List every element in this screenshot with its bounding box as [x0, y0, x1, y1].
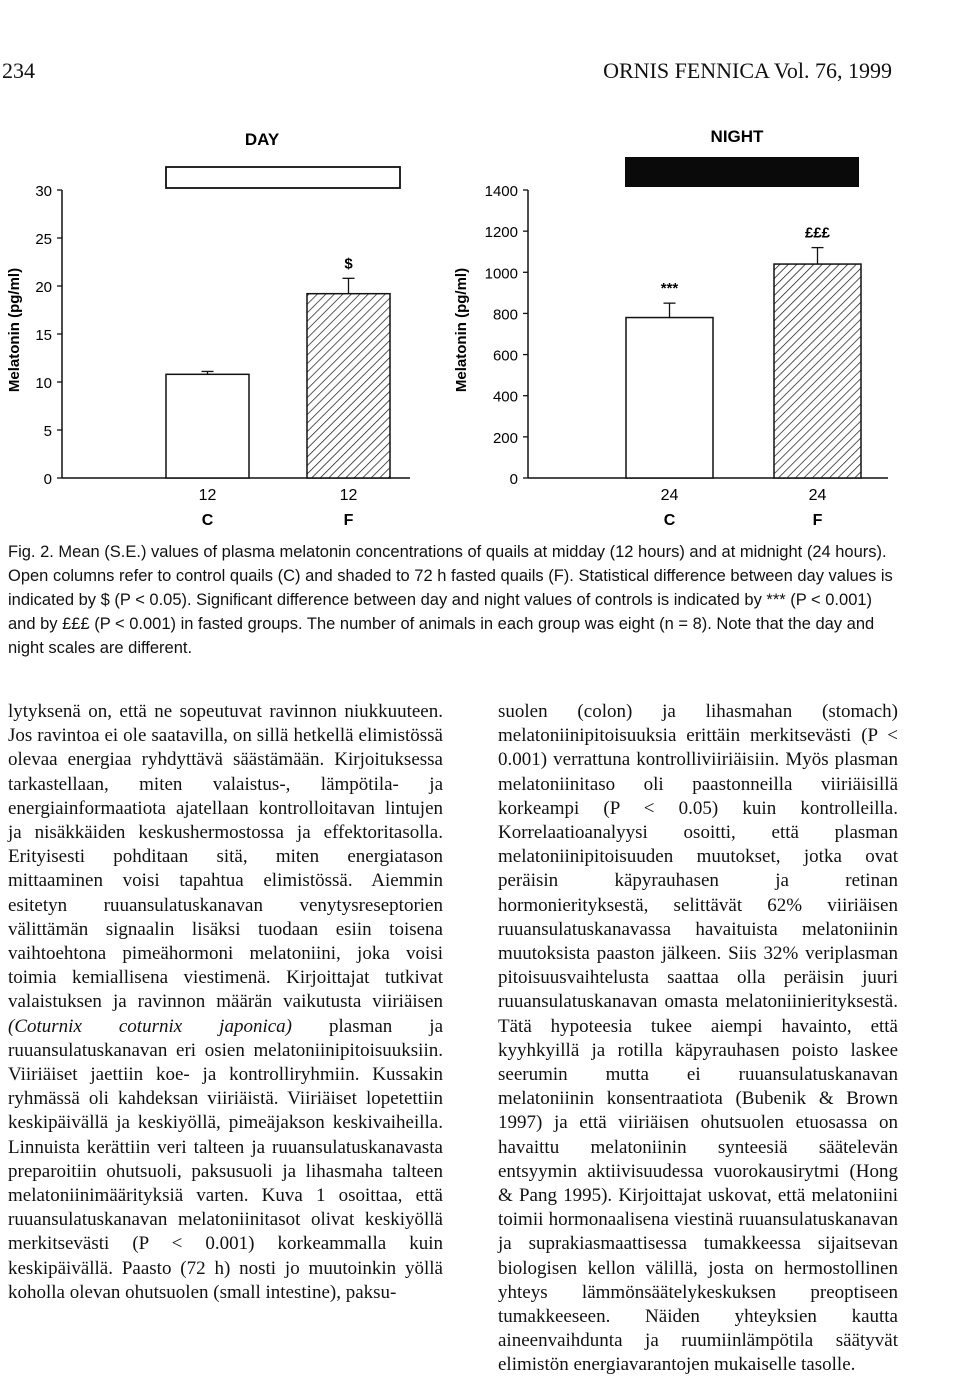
left-column-text-end: plasman ja ruuansulatuskanavan eri osien melatoniinipitoisuuksiin. Viiriäiset jaettiin koe- ja kontrolliryhmiin. Kussakin ryhmässä oli kahdeksan viiriäistä. Viiriäiset lopetettiin keskipäivällä ja keskiyöllä, pimeäjakson keskivaiheilla. Linnuista kerättiin veri talteen ja ruuansulatuskanavasta preparoitiin ohutsuoli, paksusuoli ja lihasmaha talteen melatoniinimäärityksiä varten. Kuva 1 osoittaa, että ruuansulatuskanavan melatoniinitasot olivat keskiyöllä merkitsevästi (P < 0.001) korkeammalla kuin keskipäivällä. Paasto (72 h) nosti jo muutoinkin yöllä koholla olevan ohutsuolen (small intestine), paksu- — [8, 1015, 443, 1303]
day-y-tick-label: 20 — [35, 279, 52, 296]
night-x-hour-label: 24 — [660, 487, 679, 504]
day-y-tick-label: 10 — [35, 375, 52, 392]
night-x-group-label: C — [663, 512, 676, 529]
night-bars — [626, 225, 861, 529]
figure-melatonin-chart — [0, 0, 960, 540]
day-x-group-label: C — [201, 512, 214, 529]
journal-reference: ORNIS FENNICA Vol. 76, 1999 — [603, 58, 892, 83]
day-bar-c — [166, 374, 249, 478]
night-y-tick-label: 1200 — [484, 224, 518, 242]
day-y-tick-label: 25 — [35, 231, 52, 248]
right-column-text: suolen (colon) ja lihasmahan (stomach) melatoniinipitoisuuksia erittäin merkitsevästi (P < 0.001) verrattuna kontrolliviiriäisiin. Myös plasman melatoniinitaso oli paastonneilla viiriäisillä korkeampi (P < 0.05) kuin kontrolleilla. Korrelaatioanalyysi osoitti, että plasman melatoniinipitoisuuden muutokset, jotka ovat peräisin käpyrauhasen ja retinan hormonierityksestä, selittävät 62% viiriäisen ruuansulatuskanavassa havaituista melatoniinin muutoksista paaston jälkeen. Siis 32% veriplasman pitoisuusvaihtelusta saattaa olla peräisin juuri ruuansulatuskanavan omasta melatoniinierityksestä. Tätä hypoteesia tukee aiempi havainto, että kyyhkyillä ja rotilla käpyrauhasen poisto laskee seerumin mutta ei ruuansulatuskanavan melatoniinin konsentraatiota (Bubenik & Brown 1997) ja että viiriäisen ohutsuolen etuosassa on havaittu melatoniinin synteesiä säätelevän entsyymin aktiivisuudessa vuorokausirytmi (Hong & Pang 1995). Kirjoittajat uskovat, että melatoniini toimii hormonaalisena viestinä ruuansulatuskanavan ja suprakiasmaattisessa tumakkeessa sijaitsevan biologisen kellon välillä, josta on hermostollinen yhteys lämmönsäätelykeskuksen preoptiseen tumakkeeseen. Näiden yhteyksien kautta aineenvaihdunta ja ruumiinlämpötila säätyvät elimistön energiavarantojen mukaiselle tasolle. — [498, 701, 898, 1376]
night-y-tick-label: 800 — [492, 306, 518, 324]
day-light-bar — [166, 167, 400, 188]
night-y-tick-label: 1000 — [484, 265, 518, 283]
latin-species-name: (Coturnix coturnix japonica) — [8, 1015, 292, 1037]
day-significance-label: $ — [344, 255, 353, 273]
night-bar-c — [626, 318, 713, 478]
day-x-group-label: F — [343, 512, 354, 529]
night-x-group-label: F — [812, 512, 823, 529]
night-y-tick-label: 200 — [492, 429, 518, 447]
night-y-tick-label: 600 — [492, 347, 518, 365]
day-panel-title: DAY — [244, 130, 280, 149]
night-y-tick-label: 0 — [509, 471, 518, 488]
day-bars — [166, 255, 390, 529]
day-y-tick-label: 5 — [43, 423, 52, 440]
night-panel-title: NIGHT — [710, 127, 764, 146]
figure-caption: Fig. 2. Mean (S.E.) values of plasma melatonin concentrations of quails at midday (12 hours) and at midnight (24 hours). Open columns refer to control quails (C) and shaded to 72 h fasted quails (F). Statistical difference between day values is indicated by $ (P < 0.05). Significant difference between day and night values of controls is indicated by *** (P < 0.001) and by £££ (P < 0.001) in fasted groups. The number of animals in each group was eight (n = 8). Note that the day and night scales are different. — [8, 543, 893, 657]
night-x-hour-label: 24 — [808, 487, 827, 504]
night-bar-f — [774, 264, 861, 478]
day-y-tick-label: 0 — [43, 471, 52, 488]
night-y-tick-label: 1400 — [484, 183, 518, 200]
night-y-tick-label: 400 — [492, 388, 518, 406]
night-dark-bar — [625, 157, 859, 187]
night-y-axis-label: Melatonin (pg/ml) — [453, 267, 470, 393]
body-text-left-column — [8, 700, 443, 1305]
body-text-right-column — [498, 700, 898, 1378]
day-bar-f — [307, 294, 390, 478]
day-y-tick-label: 15 — [35, 327, 52, 344]
left-column-text: lytyksenä on, että ne sopeutuvat ravinnon niukkuuteen. Jos ravintoa ei ole saatavilla, on sillä hetkellä elimistössä olevaa energiaa ryhdyttävä säästämään. Kirjoituksessa tarkastellaan, miten valaistus-, lämpötila- ja energiainformaatiota ajatellaan kontrolloitavan lintujen ja nisäkkäiden keskushermostossa ja effektoritasolla. Erityisesti pohditaan sitä, miten energiatason mittaaminen voisi tapahtua elimistössä. Aiemmin esitetyn ruuansulatuskanavan venytysreseptorien välittämän signaalin lisäksi tuodaan esiin toisena vaihtoehtona pimeähormoni melatoniini, joka voisi toimia kemiallisena viestimenä. Kirjoittajat tutkivat valaistuksen ja ravinnon määrän vaikutusta viiriäisen — [8, 701, 443, 1013]
night-significance-label: £££ — [804, 224, 831, 242]
day-y-ticks — [35, 183, 62, 488]
day-y-axis-label: Melatonin (pg/ml) — [6, 267, 23, 393]
day-x-hour-label: 12 — [339, 487, 358, 504]
day-y-tick-label: 30 — [35, 183, 52, 200]
night-y-ticks — [485, 183, 528, 488]
page-number: 234 — [2, 58, 35, 83]
night-significance-label: *** — [660, 280, 679, 298]
day-x-hour-label: 12 — [198, 487, 217, 504]
